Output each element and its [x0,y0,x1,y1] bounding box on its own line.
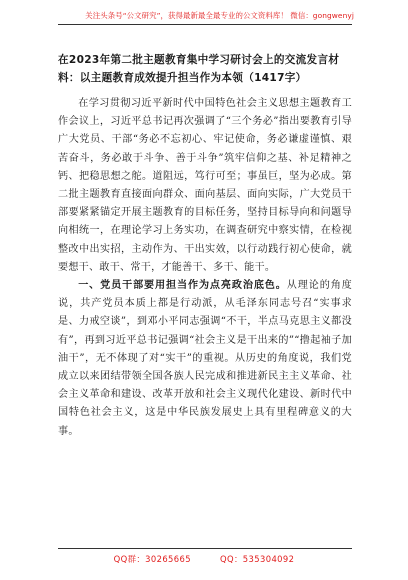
section-1-text: 从理论的角度说，共产党员本质上都是行动派，从毛泽东同志号召“实事求是、力戒空谈”，到邓小平同志强调“不干，半点马克思主义都没有”，再到习近平总书记强调“社会主义是干出来的”“撸起袖子加油干”，无不体现了对“实干”的重视。从历史的角度说，我们党成立以来团结带领全国各族人民完成和推进新民主主义革命、社会主义革命和建设、改革开放和社会主义现代化建设、新时代中国特色社会主义，这是中华民族发展史上具有里程碑意义的大事。 [58,280,353,437]
document-body [58,95,352,441]
qq-number: QQ：535304092 [220,554,295,564]
header-divider [58,24,352,25]
source-banner: 关注头条号“公文研究”，获得最新最全最专业的公文资料库！ 微信：gongwenyj [85,11,354,20]
section-1-heading: 一、党员干部要用担当作为点亮政治底色。 [78,280,287,292]
document-title: 在2023年第二批主题教育集中学习研讨会上的交流发言材料：以主题教育成效提升担当作为本领（1417字） [58,54,340,84]
footer-divider [58,548,352,549]
contact-footer [0,553,408,565]
qq-group-number: QQ群：30265665 [113,554,191,564]
intro-paragraph: 在学习贯彻习近平新时代中国特色社会主义思想主题教育工作会议上，习近平总书记再次强调了“三个务必”指出要教育引导广大党员、干部“务必不忘初心、牢记使命，务必谦虚谨慎、艰苦奋斗，务必敢于斗争、善于斗争”筑牢信仰之基、补足精神之钙、把稳思想之舵。道阻远，笃行可至；事虽巨，坚为必成。第二批主题教育直接面向群众、面向基层、面向实际，广大党员干部要紧紧锚定开展主题教育的目标任务，坚持目标导向和问题导向相统一，在理论学习上务实功，在调查研究中察实情，在检视整改中出实招，主动作为、干出实效，以行动践行初心使命，就要想干、敢干、常干，才能善干、多干、能干。 [58,98,352,273]
section-1-paragraph [58,277,352,441]
